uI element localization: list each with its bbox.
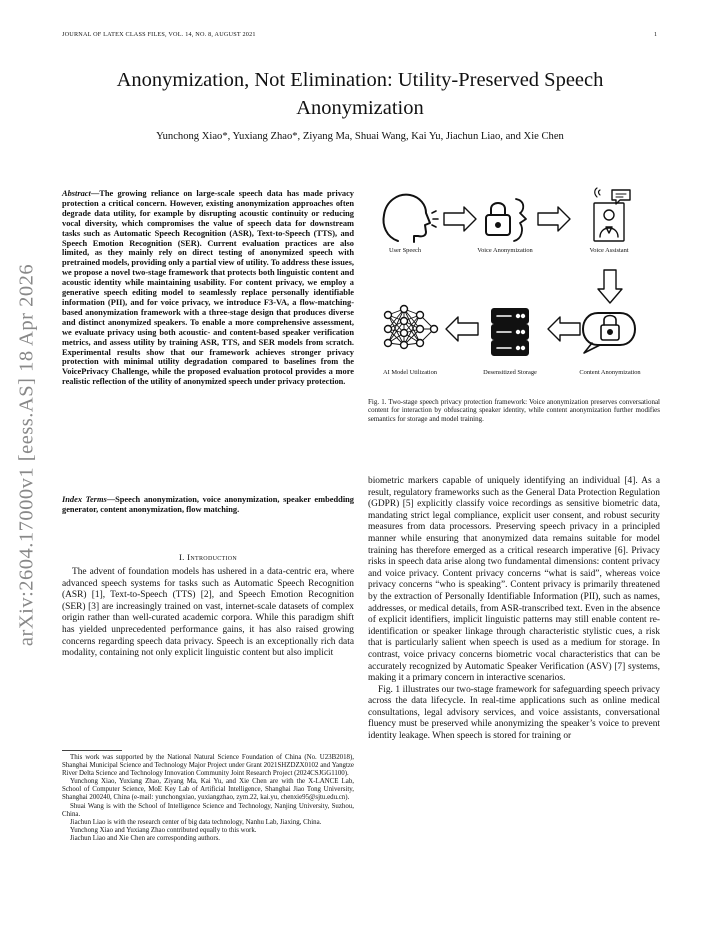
paper-title: Anonymization, Not Elimination: Utility-Preserved Speech Anonymization (116, 69, 604, 119)
label-voice-assistant: Voice Assistant (589, 247, 629, 254)
arxiv-identifier: arXiv:2604.17000v1 [eess.AS] 18 Apr 2026 (15, 263, 38, 647)
footnote-affiliation-sjtu: Yunchong Xiao, Yuxiang Zhao, Ziyang Ma, Kai Yu, and Xie Chen are with the X-LANCE Lab, School of Computer Science, MoE Key Lab of Artificial Intelligence, Shanghai Jiao Tong University, Shanghai 200240, China (e-mail: yunchongxiao, yuxiangzhao, zym.22, kai.yu, chenxie95@sjtu.edu.cn). (62, 778, 354, 802)
arxiv-sidebar-stamp (4, 250, 50, 660)
figure-1-diagram (368, 185, 660, 390)
footnote-funding: This work was supported by the National Natural Science Foundation of China (No. U23B2018), Shanghai Municipal Science and Technology Major Project under Grant 2021SHZDZX0102 and Yangtze River Delta Science and Technology Innovation Community Joint Research Project (2024CSJGG1100). (62, 754, 354, 778)
paragraph-privacy-dimensions: biometric markers capable of uniquely identifying an individual [4]. As a result, regulatory frameworks such as the General Data Protection Regulation (GDPR) [5] explicitly classify voice recordings as sensitive biometric data, mandating strict legal compliance, explicit user consent, and robust security measures from data processors. Preserving speech privacy in a principled manner while ensuring that anonymized data remains suitable for model training has therefore emerged as a critical research imperative [6]. Privacy risks in speech data arise along two fundamental dimensions: content privacy and voice privacy. Content privacy concerns “what is said”, whereas voice privacy concerns “who is speaking”. Content privacy is primarily threatened by the extraction of Personally Identifiable Information (PII), such as names, addresses, or medical details, from ASR-transcribed text. Even in the absence of explicit identifiers, implicit linguistic patterns may still enable content re-identification or speaker linkage through characteristic stylistic cues, a risk that is particularly salient when speech is used as a medium for storage. In contrast, voice privacy concerns biometric vocal characteristics that can be accurately recognized by Automatic Speaker Verification (ASV) [7] systems, making it a primary concern in interactive scenarios. (368, 476, 660, 684)
intro-paragraph: The advent of foundation models has ushered in a data-centric era, where advanced speech systems for tasks such as Automatic Speech Recognition (ASR) [1], Text-to-Speech (TTS) [2], and Speech Emotion Recognition (SER) [3] are increasingly trained on vast, internet-scale datasets of complex origin rather than well-curated academic corpora. While this paradigm shift has yielded unprecedented performance gains, it has also raised growing concerns regarding speech data privacy. Speech is an exceptionally rich data modality, containing not only explicit linguistic content but also implicit (62, 567, 354, 659)
arrow-left-icon (446, 317, 478, 341)
footnote-rule (62, 750, 122, 751)
section-heading-text: I. Introduction (178, 552, 238, 562)
footnote-equal-contribution: Yunchong Xiao and Yuxiang Zhao contributed equally to this work. (70, 826, 257, 834)
footnote-affiliation-nju: Shuai Wang is with the School of Intelligence Science and Technology, Nanjing University, Suzhou, China. (62, 802, 354, 818)
label-voice-anonymization: Voice Anonymization (477, 247, 533, 254)
journal-header: JOURNAL OF LATEX CLASS FILES, VOL. 14, NO. 8, AUGUST 2021 (62, 31, 256, 38)
footnotes (62, 754, 354, 843)
abstract (62, 189, 354, 387)
label-user-speech: User Speech (388, 247, 422, 254)
abstract-text: —The growing reliance on large-scale speech data has made privacy protection a critical concern. However, existing anonymization approaches often degrade data utility, for example by disrupting acoustic continuity or reducing vocal diversity, which compromises the value of speech data for downstream tasks such as Automatic Speech Recognition (ASR), Text-to-Speech (TTS), and Speech Emotion Recognition (SER). Current evaluation practices are also limited, as they mainly rely on direct testing of anonymized speech with pretrained models, providing only a partial view of utility. To address these issues, we propose a novel two-stage framework that protects both linguistic content and acoustic identity while maintaining usability. For content privacy, we employ a generative speech editing model to seamlessly replace personally identifiable information (PII), and for voice privacy, we introduce F3-VA, a flow-matching-based anonymization framework with a three-stage design that produces diverse and distinct anonymized speakers. To enable a more comprehensive assessment, we evaluate privacy using both acoustic- and content-based speaker verification metrics, and assess utility by training ASR, TTS, and SER models from scratch. Experimental results show that our framework achieves stronger privacy protection with minimal utility degradation compared to baselines from the VoicePrivacy Challenge, while the proposed evaluation protocol provides a more realistic reflection of the utility of anonymized speech under privacy protection. (62, 189, 354, 387)
figure-1 (368, 185, 660, 390)
author-list: Yunchong Xiao*, Yuxiang Zhao*, Ziyang Ma, Shuai Wang, Kai Yu, Jiachun Liao, and Xie Chen (156, 131, 564, 142)
arrow-right-icon (444, 207, 476, 231)
arrow-right-icon (538, 207, 570, 231)
arrow-left-icon (548, 317, 580, 341)
index-terms-label: Index Terms (62, 495, 107, 504)
right-column-body (368, 476, 660, 743)
index-terms (62, 495, 354, 515)
paragraph-framework-overview: Fig. 1 illustrates our two-stage framework for safeguarding speech privacy across the data lifecycle. In real-time applications such as online medical consultations, legal advisory services, and voice assistants, conversational fluency must be preserved while anonymizing the speaker’s voice to prevent identity leakage. When speech is stored for training or (368, 684, 660, 742)
anonymous-person-icon (486, 199, 526, 241)
section-heading-introduction (62, 552, 354, 562)
server-storage-icon (492, 309, 528, 355)
figure-1-caption: Fig. 1. Two-stage speech privacy protection framework: Voice anonymization preserves conversational content for interaction by obfuscating speaker identity, while content anonymization further modifies semantics for storage and model training. (368, 398, 660, 423)
abstract-label: Abstract (62, 189, 91, 198)
speech-bubble-lock-icon (583, 313, 635, 353)
voice-assistant-icon (594, 188, 630, 241)
head-profile-icon (384, 195, 438, 242)
footnote-affiliation-nanhu: Jiachun Liao is with the research center of big data technology, Nanhu Lab, Jiaxing, China. (70, 818, 322, 826)
label-desensitized-storage: Desensitized Storage (483, 369, 537, 376)
page-number: 1 (654, 31, 658, 38)
footnote-corresponding: Jiachun Liao and Xie Chen are corresponding authors. (70, 834, 221, 842)
label-ai-model-utilization: AI Model Utilization (383, 369, 437, 376)
index-terms-text: —Speech anonymization, voice anonymization, speaker embedding generator, content anonymization, flow matching. (62, 495, 354, 514)
arrow-down-icon (598, 270, 622, 303)
label-content-anonymization: Content Anonymization (579, 369, 641, 376)
neural-network-icon (385, 306, 438, 349)
